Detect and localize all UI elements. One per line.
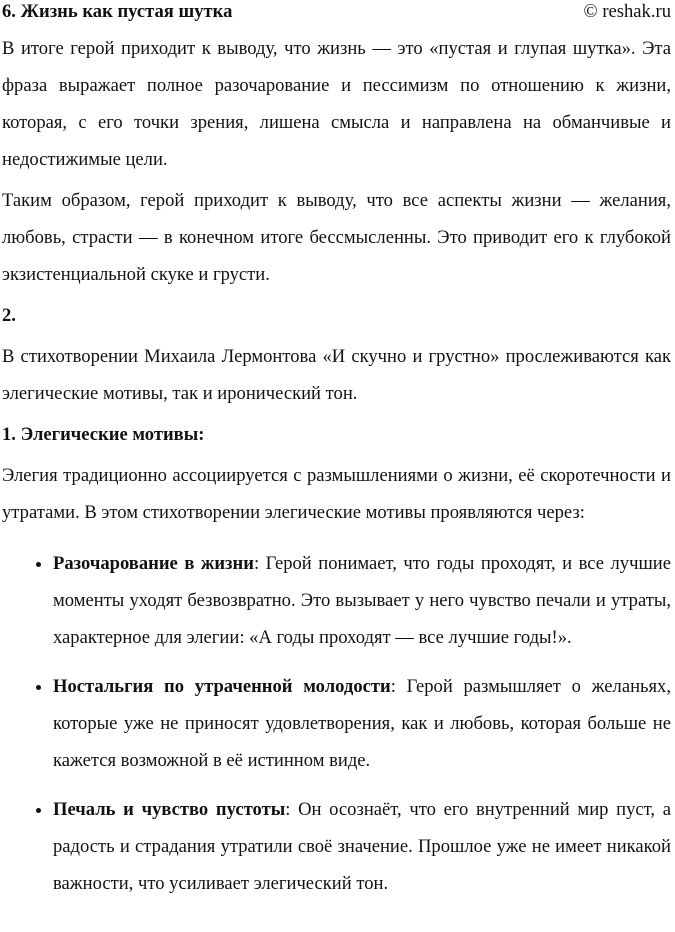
list-item (53, 668, 671, 779)
section-title: 6. Жизнь как пустая шутка (2, 1, 233, 22)
paragraph: Таким образом, герой приходит к выводу, что все аспекты жизни — желания, любовь, страсти — в конечном итоге бессмысленны. Это приводит его к глубокой экзистенциальной скуке и грусти. (2, 190, 671, 285)
bullet-list (2, 545, 671, 902)
list-item-text: : Герой размышляет о желаньях, которые уже не приносят удовлетворения, как и любовь, которая больше не кажется возможной в её истинном виде. (53, 676, 672, 771)
copyright: © reshak.ru (583, 1, 671, 22)
section-number: 2. (2, 305, 16, 326)
list-item-term: Разочарование в жизни (53, 553, 254, 574)
list-item-text: : Он осознаёт, что его внутренний мир пуст, а радость и страдания утратили своё значение. Прошлое уже не имеет никакой важности, что усиливает элегический тон. (53, 799, 671, 894)
paragraph: В стихотворении Михаила Лермонтова «И скучно и грустно» прослеживаются как элегические мотивы, так и иронический тон. (2, 346, 671, 404)
header (2, 0, 671, 30)
list-item-term: Ностальгия по утраченной молодости (53, 676, 391, 697)
list-item (53, 791, 671, 902)
list-item-text: : Герой понимает, что годы проходят, и все лучшие моменты уходят безвозвратно. Это вызывает у него чувство печали и утраты, характерное для элегии: «А годы проходят — все лучшие годы!». (53, 553, 671, 648)
list-item (53, 545, 671, 656)
subheading: 1. Элегические мотивы: (2, 424, 205, 445)
paragraph: В итоге герой приходит к выводу, что жизнь — это «пустая и глупая шутка». Эта фраза выражает полное разочарование и пессимизм по отношению к жизни, которая, с его точки зрения, лишена смысла и направлена на обманчивые и недостижимые цели. (2, 38, 671, 170)
list-item-term: Печаль и чувство пустоты (53, 799, 286, 820)
paragraph: Элегия традиционно ассоциируется с размышлениями о жизни, её скоротечности и утратами. В этом стихотворении элегические мотивы проявляются через: (2, 465, 671, 523)
